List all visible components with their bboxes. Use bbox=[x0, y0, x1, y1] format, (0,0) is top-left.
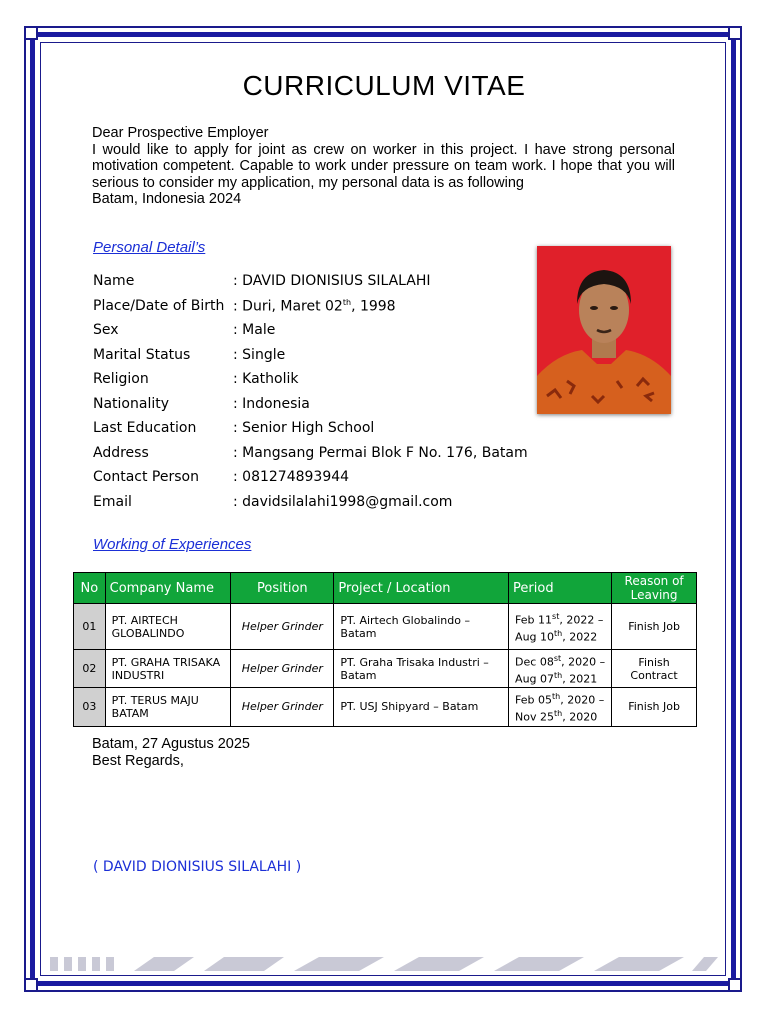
corner-ornament bbox=[728, 26, 742, 40]
column-header-position: Position bbox=[231, 573, 334, 604]
reason-of-leaving: Finish Contract bbox=[612, 650, 697, 688]
detail-label: Marital Status bbox=[93, 346, 191, 363]
position: Helper Grinder bbox=[231, 650, 334, 688]
column-header-reason: Reason of Leaving bbox=[612, 573, 697, 604]
column-header-no: No bbox=[74, 573, 106, 604]
profile-photo bbox=[537, 246, 671, 414]
detail-label: Nationality bbox=[93, 395, 170, 412]
closing-place-date: Batam, 27 Agustus 2025 bbox=[92, 736, 250, 752]
table-row bbox=[74, 688, 697, 726]
detail-label: Address bbox=[93, 444, 149, 461]
period: Feb 11st, 2022 – Aug 10th, 2022 bbox=[509, 604, 612, 650]
intro-body: I would like to apply for joint as crew on worker in this project. I have strong personal motivation competent. Capable to work under pressure on team work. I hope that you will serious to consider my application, my personal data is as following bbox=[92, 141, 675, 191]
footer-decoration bbox=[44, 954, 722, 974]
personal-detail-heading: Personal Detail’s bbox=[93, 239, 206, 256]
detail-label: Last Education bbox=[93, 420, 197, 436]
detail-label: Email bbox=[93, 493, 132, 510]
closing-regards: Best Regards, bbox=[92, 753, 184, 769]
detail-label: Religion bbox=[93, 371, 149, 387]
period: Dec 08st, 2020 – Aug 07th, 2021 bbox=[509, 650, 612, 688]
table-header-row bbox=[74, 573, 697, 604]
reason-of-leaving: Finish Job bbox=[612, 688, 697, 726]
table-row bbox=[74, 604, 697, 650]
detail-value: : Male bbox=[233, 322, 276, 338]
intro-letter bbox=[92, 125, 675, 208]
column-header-period: Period bbox=[509, 573, 612, 604]
reason-of-leaving: Finish Job bbox=[612, 604, 697, 650]
company-name: PT. GRAHA TRISAKA INDUSTRI bbox=[105, 650, 231, 688]
detail-label: Name bbox=[93, 273, 135, 289]
project-location: PT. USJ Shipyard – Batam bbox=[334, 688, 509, 726]
detail-label: Contact Person bbox=[93, 469, 199, 485]
intro-place-date: Batam, Indonesia 2024 bbox=[92, 191, 242, 207]
corner-ornament bbox=[24, 978, 38, 992]
experience-table bbox=[73, 572, 697, 727]
detail-label: Place/Date of Birth bbox=[93, 297, 225, 314]
detail-value: : davidsilalahi1998@gmail.com bbox=[233, 493, 453, 510]
detail-value: : 081274893944 bbox=[233, 469, 350, 485]
detail-value: : Senior High School bbox=[233, 420, 375, 436]
corner-ornament bbox=[728, 978, 742, 992]
closing-block bbox=[92, 736, 250, 770]
column-header-company: Company Name bbox=[105, 573, 231, 604]
project-location: PT. Graha Trisaka Industri – Batam bbox=[334, 650, 509, 688]
signature-name: ( DAVID DIONISIUS SILALAHI ) bbox=[93, 859, 302, 875]
row-number: 01 bbox=[74, 604, 106, 650]
company-name: PT. TERUS MAJU BATAM bbox=[105, 688, 231, 726]
document-title: CURRICULUM VITAE bbox=[242, 70, 526, 101]
detail-value: : Mangsang Permai Blok F No. 176, Batam bbox=[233, 444, 528, 461]
person-portrait-icon bbox=[537, 246, 671, 414]
detail-value: : Single bbox=[233, 346, 286, 363]
corner-ornament bbox=[24, 26, 38, 40]
project-location: PT. Airtech Globalindo – Batam bbox=[334, 604, 509, 650]
position: Helper Grinder bbox=[231, 604, 334, 650]
period: Feb 05th, 2020 – Nov 25th, 2020 bbox=[509, 688, 612, 726]
column-header-project: Project / Location bbox=[334, 573, 509, 604]
experience-heading: Working of Experiences bbox=[93, 536, 252, 553]
detail-value: : Indonesia bbox=[233, 395, 310, 412]
row-number: 02 bbox=[74, 650, 106, 688]
greeting: Dear Prospective Employer bbox=[92, 125, 269, 141]
detail-value: : Katholik bbox=[233, 371, 299, 387]
table-row bbox=[74, 650, 697, 688]
detail-value: : DAVID DIONISIUS SILALAHI bbox=[233, 273, 431, 289]
detail-label: Sex bbox=[93, 322, 119, 338]
row-number: 03 bbox=[74, 688, 106, 726]
company-name: PT. AIRTECH GLOBALINDO bbox=[105, 604, 231, 650]
detail-value: : Duri, Maret 02th, 1998 bbox=[233, 297, 396, 315]
position: Helper Grinder bbox=[231, 688, 334, 726]
